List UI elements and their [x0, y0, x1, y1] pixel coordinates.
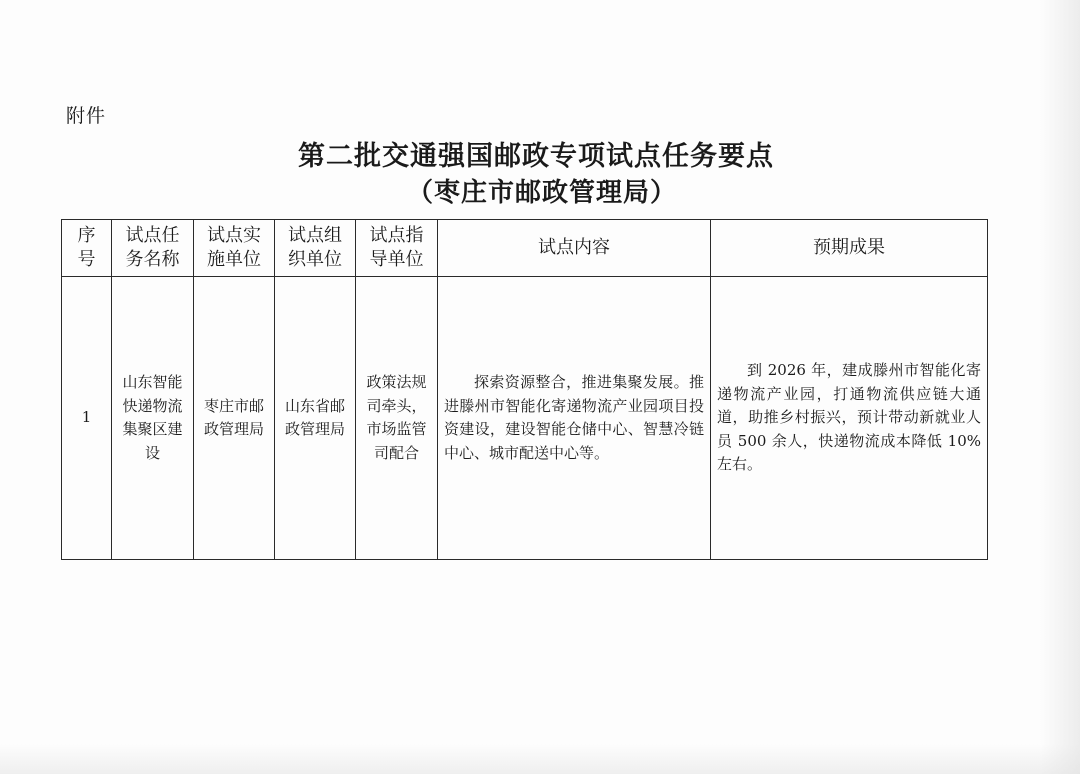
- cell-guiding-unit: 政策法规司牵头，市场监管司配合: [356, 277, 438, 560]
- page-bottom-shadow: [0, 744, 1080, 774]
- table-header-row: [62, 220, 988, 277]
- attachment-label: 附件: [66, 105, 107, 127]
- header-seq: 序号: [62, 220, 112, 277]
- table-row: [62, 277, 988, 560]
- header-implementing-unit: 试点实施单位: [194, 220, 275, 277]
- cell-organizing-unit: 山东省邮政管理局: [275, 277, 356, 560]
- header-organizing-unit: 试点组织单位: [275, 220, 356, 277]
- document-title: 第二批交通强国邮政专项试点任务要点: [298, 141, 774, 172]
- cell-content: 探索资源整合，推进集聚发展。推进滕州市智能化寄递物流产业园项目投资建设，建设智能仓储中心、智慧冷链中心、城市配送中心等。: [438, 277, 711, 560]
- cell-task-name: 山东智能快递物流集聚区建设: [112, 277, 194, 560]
- page-edge-shadow: [1040, 0, 1080, 774]
- header-guiding-unit: 试点指导单位: [356, 220, 438, 277]
- cell-seq: 1: [62, 277, 112, 560]
- header-content: 试点内容: [438, 220, 711, 277]
- header-task-name: 试点任务名称: [112, 220, 194, 277]
- document-subtitle: （枣庄市邮政管理局）: [406, 178, 677, 208]
- cell-implementing-unit: 枣庄市邮政管理局: [194, 277, 275, 560]
- task-table: [61, 219, 988, 560]
- header-expected-results: 预期成果: [711, 220, 988, 277]
- cell-expected-results: 到 2026 年，建成滕州市智能化寄递物流产业园，打通物流供应链大通道，助推乡村振兴，预计带动新就业人员 500 余人，快递物流成本降低 10%左右。: [711, 277, 988, 560]
